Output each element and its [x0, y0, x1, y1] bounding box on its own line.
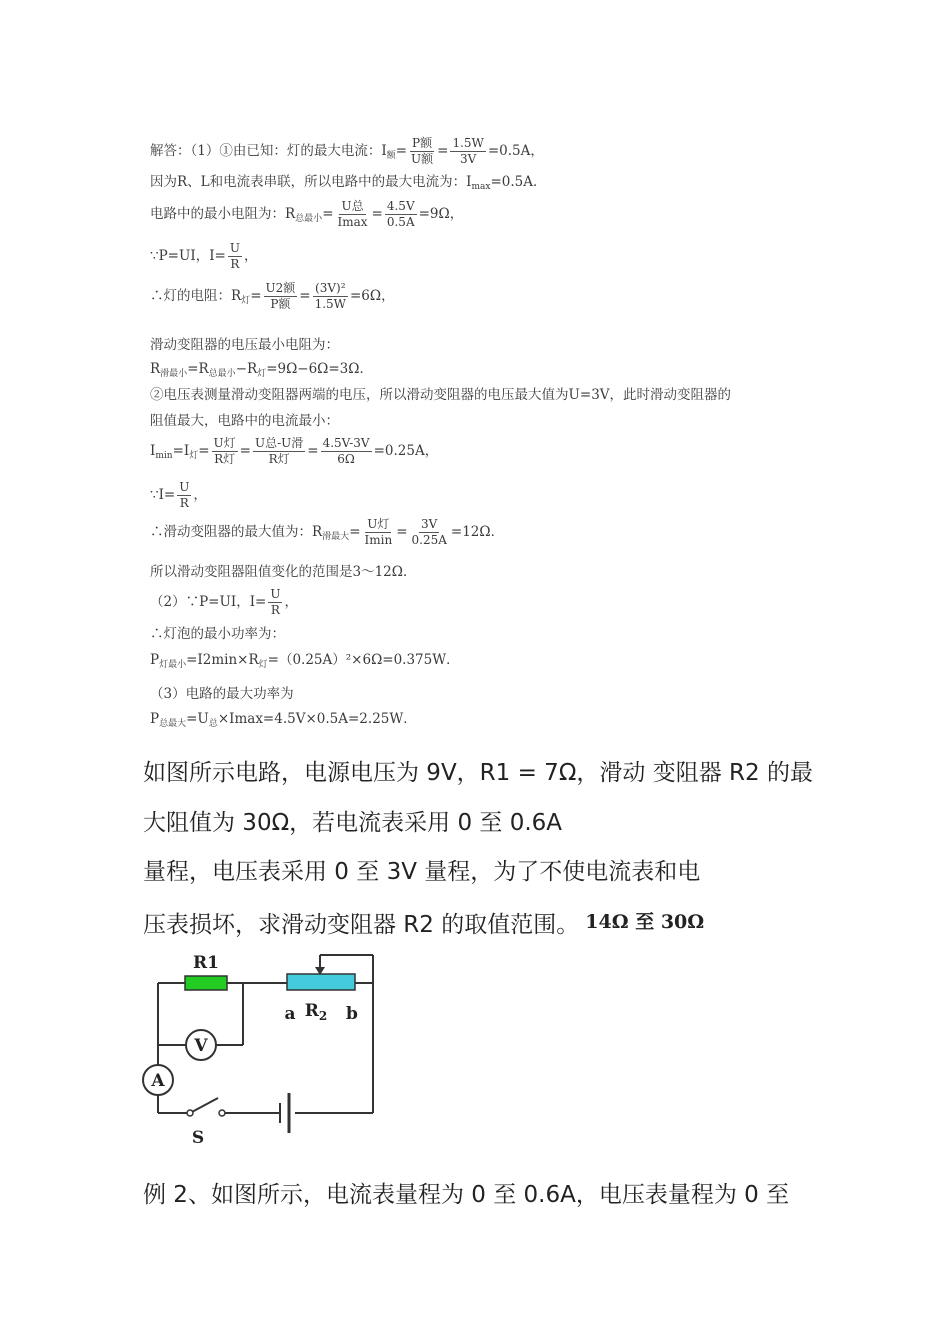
circuit-diagram: [140, 945, 390, 1150]
solution-line-14: （2）∵P=UI，I= $\frac{U}{R}$ ，: [150, 587, 298, 618]
solution-line-7: $R_{滑最小}=R_{总最小}-R_灯=9\Omega-6\Omega=3\Omega$．: [150, 361, 373, 379]
ammeter-label: A: [151, 1071, 165, 1091]
problem-line-2: 大阻值为 30Ω，若电流表采用 0 至 0.6A: [143, 810, 563, 836]
r1-resistor: [185, 976, 227, 990]
a-label: a: [284, 1004, 296, 1024]
problem-line-3: 量程，电压表采用 0 至 3V 量程，为了不使电流表和电: [143, 859, 701, 885]
problem-line-1: 如图所示电路，电源电压为 9V，R1 = 7Ω，滑动 变阻器 R2 的最: [143, 760, 813, 786]
problem-line-4: 压表损坏，求滑动变阻器 R2 的取值范围。 14Ω 至 30Ω: [143, 911, 705, 938]
solution-line-6: 滑动变阻器的电压最小电阻为：: [150, 337, 339, 353]
solution-line-18: $P_{总最大}=U_总\times Imax=4.5V\times 0.5A=2.25W$．: [150, 711, 417, 729]
solution-line-17: （3）电路的最大功率为: [150, 686, 294, 702]
solution-line-10: $I_{min}=I_灯=$ $\frac{\text{U灯}}{\text{R灯}}$ = $\frac{\text{U总-U滑}}{\text{R灯}}$ = $\frac{4.5V-3V}{6\Omega}$ =0.25A，: [150, 436, 439, 467]
solution-line-9: 阻值最大，电路中的电流最小：: [150, 413, 339, 429]
solution-line-3: 电路中的最小电阻为：$R_{总最小}=$ $\frac{\text{U总}}{Imax}$ = $\frac{4.5V}{0.5A}$ =9Ω，: [150, 199, 464, 230]
switch-label: S: [191, 1128, 205, 1148]
voltmeter-label: V: [194, 1036, 208, 1056]
solution-line-5: ∴灯的电阻：$R_灯=$ $\frac{\text{U2额}}{\text{P额}}$ = $\frac{\text{(3V)²}}{1.5W}$ =6Ω，: [150, 281, 395, 312]
solution-line-11: ∵I= $\frac{U}{R}$ ，: [150, 480, 207, 511]
solution-line-12: ∴滑动变阻器的最大值为：$R_{滑最大}=$ $\frac{\text{U灯}}{Imin}$ = $\frac{3V}{0.25A}$ =12Ω．: [150, 517, 505, 548]
solution-line-16: $P_{灯最小}=I2\min\times R_灯=(0.25A)^2\times 6\Omega=0.375W$．: [150, 652, 460, 670]
r2-label: $R_2$: [304, 1001, 328, 1023]
answer-text: 14Ω 至 30Ω: [585, 911, 705, 933]
r2-rheostat: [287, 974, 355, 990]
r1-label: R1: [193, 953, 219, 973]
solution-line-1: 解答：（1）①由已知：灯的最大电流：$I_额=$ $\frac{\text{P额}}{\text{U额}}$ = $\frac{1.5W}{3V}$ =0.5A，: [150, 136, 544, 167]
solution-line-8: ②电压表测量滑动变阻器两端的电压，所以滑动变阻器的电压最大值为U=3V，此时滑动变阻器的: [150, 387, 732, 403]
solution-line-2: 因为R、L和电流表串联，所以电路中的最大电流为：$I_{max}=0.5A$．: [150, 174, 547, 192]
b-label: b: [346, 1004, 358, 1024]
example-2-text: 例 2、如图所示，电流表量程为 0 至 0.6A，电压表量程为 0 至: [143, 1182, 790, 1208]
solution-line-13: 所以滑动变阻器阻值变化的范围是3～12Ω．: [150, 564, 417, 580]
solution-line-4: ∵P=UI，I= $\frac{U}{R}$ ，: [150, 241, 258, 272]
solution-line-15: ∴灯泡的最小功率为：: [150, 626, 285, 642]
